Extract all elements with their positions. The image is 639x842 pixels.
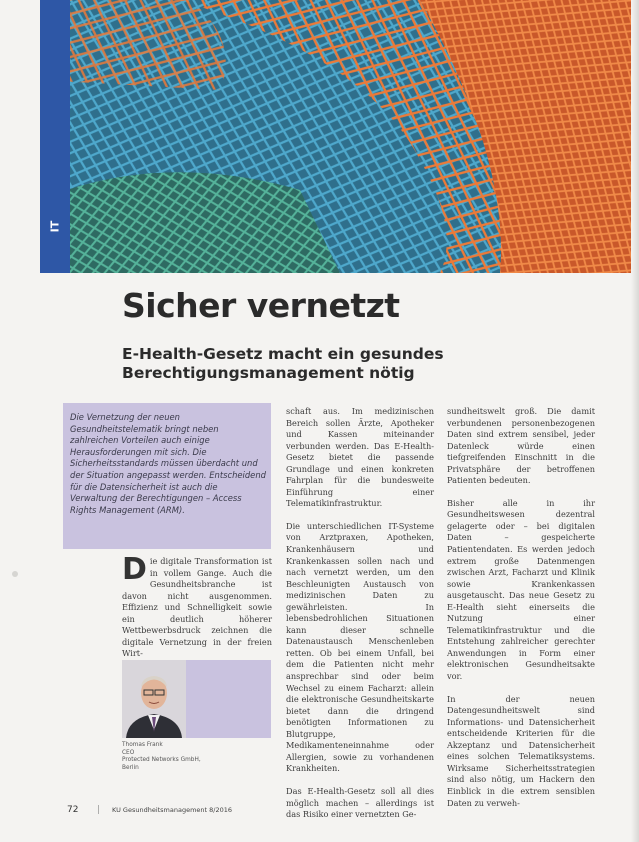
page-edge-shadow — [631, 0, 639, 842]
paragraph: schaft aus. Im medizinischen Bereich sollen Ärzte, Apotheker und Kassen miteinander verbunden werden. Das E-Health-Gesetz bietet die passende Grundlage und einen konkreten Fahrplan für die bundesweite Einführung einer Telematikinfrastruktur. — [286, 406, 434, 509]
author-portrait-illustration — [122, 660, 186, 738]
body-column-3 — [447, 406, 595, 820]
binding-hole — [12, 571, 18, 577]
fishing-nets-illustration — [40, 0, 631, 273]
section-label: IT — [48, 220, 62, 233]
author-name: Thomas Frank — [122, 742, 163, 748]
paragraph: Die unterschiedlichen IT-Systeme von Arztpraxen, Apotheken, Krankenhäusern und Krankenkassen sollen nach und nach vernetzt werden, um den Beschleunigten Austausch von medizinischen Daten zu gewährleisten. In lebensbedrohlichen Situationen kann dieser schnelle Datenaustausch Menschenleben retten. Ob bei einem Unfall, bei dem die Patienten nicht mehr ansprechbar sind oder beim Wechsel zu einem Facharzt: allein die elektronische Gesundheitskarte bietet dann die dringend benötigten Informationen zu Blutgruppe, Medikamenteneinnahme oder Allergien, sowie zu vorhandenen Krankheiten. — [286, 520, 434, 774]
footer-separator: | — [97, 805, 101, 815]
author-role: CEO — [122, 749, 135, 756]
paragraph: sundheitswelt groß. Die damit verbundenen personenbezogenen Daten sind extrem sensibel, jeder Datenleck würde einen tiefgreifenden Einschnitt in die Privatsphäre der betroffenen Patienten bedeuten. — [447, 406, 595, 486]
drop-cap: D — [122, 552, 147, 587]
journal-name: KU Gesundheitsmanagement 8/2016 — [112, 806, 233, 814]
author-company: Protected Networks GmbH, — [122, 757, 201, 763]
author-photo — [122, 660, 186, 738]
body-column-1 — [122, 552, 272, 660]
paragraph: Das E-Health-Gesetz soll all dies möglich machen – allerdings ist das Risiko einer vernetzten Ge- — [286, 785, 434, 820]
author-caption — [122, 742, 272, 772]
author-city: Berlin — [122, 764, 139, 771]
page-number: 72 — [67, 805, 79, 815]
lead-text: Die Vernetzung der neuen Gesundheitstelematik bringt neben zahlreichen Vorteilen auch einige Herausforderungen mit sich. Die Sicherheitsstandards müssen überdacht und der Situation angepasst werden. Entscheidend für die Datensicherheit ist auch die Verwaltung der Berechtigungen – Access Rights Management (ARM). — [70, 412, 266, 515]
article-subtitle: E-Health-Gesetz macht ein gesundes Berechtigungsmanagement nötig — [122, 345, 444, 382]
hero-image-fishing-nets — [40, 0, 631, 273]
article-title: Sicher vernetzt — [122, 286, 400, 325]
body-column-2 — [286, 406, 434, 832]
paragraph: In der neuen Datengesundheitswelt sind Informations- und Datensicherheit entscheidende Kriterien für die Akzeptanz und Datensicherheit eines solchen Telematiksystems. Wirksame Sicherheitsstrategien sind also nötig, um Hackern den Einblick in die extrem sensiblen Daten zu verweh- — [447, 693, 595, 808]
body-text: ie digitale Transformation ist in vollem Gange. Auch die Gesundheitsbranche ist davon nicht ausgenommen. Effizienz und Schnelligkeit sowie ein deutlich höherer Wettbewerbsdruck zeichnen die digitale Vernetzung in der freien Wirt- — [122, 556, 272, 659]
paragraph: Bisher alle in ihr Gesundheitswesen dezentral gelagerte oder – bei digitalen Daten – gespeicherte Patientendaten. Es werden jedoch extrem große Datenmengen zwischen Arzt, Facharzt und Klinik sowie Krankenkassen ausgetauscht. Das neue Gesetz zu E-Health sieht einerseits die Nutzung einer Telematikinfrastruktur und die Entstehung zahlreicher gerechter Anwendungen in Form einer elektronischen Gesundheitsakte vor. — [447, 497, 595, 682]
